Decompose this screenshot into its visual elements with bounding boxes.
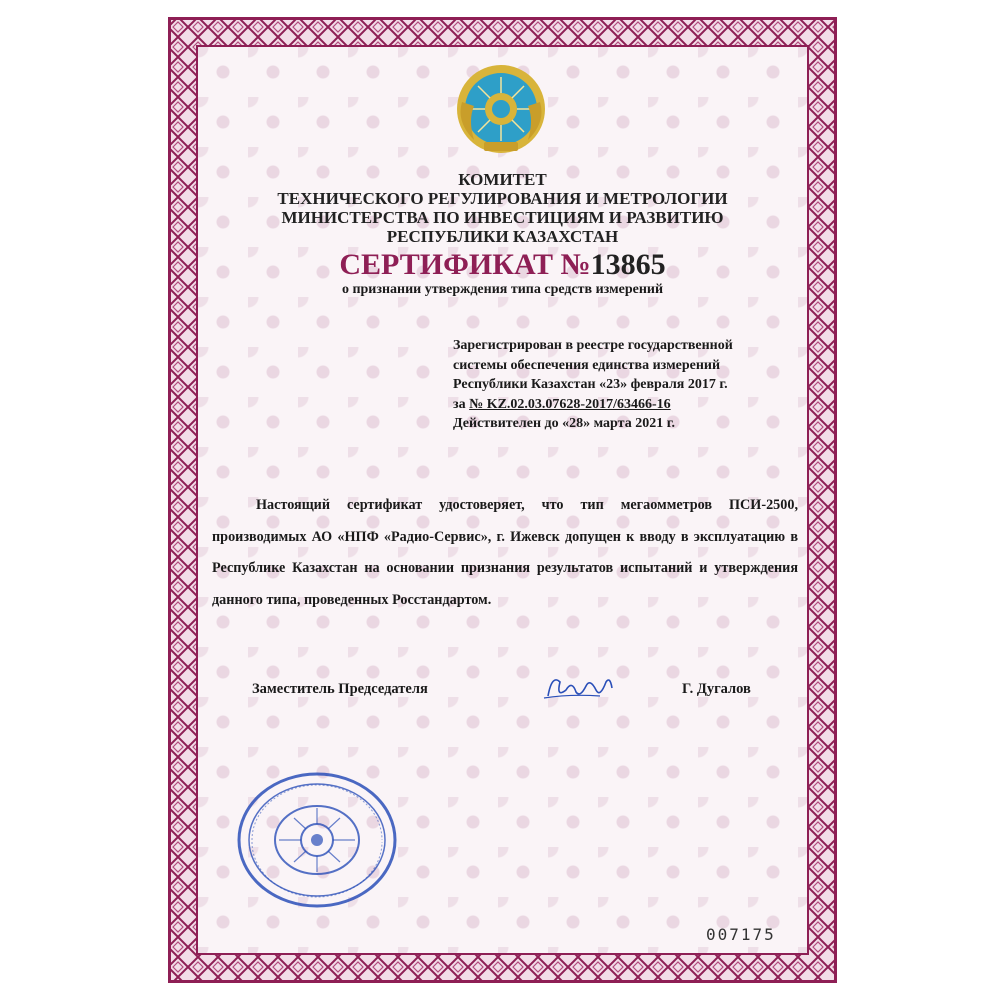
registration-number: № KZ.02.03.07628-2017/63466-16	[469, 396, 671, 412]
serial-number: 007175	[706, 925, 776, 944]
committee-heading-line3: МИНИСТЕРСТВА ПО ИНВЕСТИЦИЯМ И РАЗВИТИЮ	[281, 208, 724, 227]
registration-block	[453, 336, 803, 434]
registration-date: Республики Казахстан «23» февраля 2017 г.	[453, 377, 728, 392]
registration-line: Зарегистрирован в реестре государственной	[453, 338, 733, 353]
signatory-name: Г. Дугалов	[682, 681, 751, 697]
certificate-body-text: Настоящий сертификат удостоверяет, что тип мегаомметров ПСИ-2500, производимых АО «НПФ «Радио-Сервис», г. Ижевск допущен к вводу в эксплуатацию в Республике Казахстан на основании признания результатов испытаний и утверждения данного типа, проведенных Росстандартом.	[212, 497, 798, 608]
certificate-subtitle: о признании утверждения типа средств измерений	[341, 282, 664, 297]
validity-date: Действителен до «28» марта 2021 г.	[453, 416, 675, 431]
official-seal-icon	[222, 760, 412, 920]
certificate-number: 13865	[590, 248, 666, 281]
registration-number-prefix: за	[453, 396, 470, 412]
committee-heading-line4: РЕСПУБЛИКИ КАЗАХСТАН	[386, 227, 619, 246]
kazakhstan-state-emblem-icon	[454, 62, 548, 156]
committee-heading: КОМИТЕТ	[458, 170, 547, 189]
handwritten-signature	[540, 668, 620, 708]
registration-line: системы обеспечения единства измерений	[453, 357, 721, 373]
committee-heading-line2: ТЕХНИЧЕСКОГО РЕГУЛИРОВАНИЯ И МЕТРОЛОГИИ	[277, 189, 728, 208]
certificate-title-label: СЕРТИФИКАТ №	[339, 248, 591, 281]
signatory-role: Заместитель Председателя	[252, 681, 428, 697]
registration-number-line	[453, 395, 803, 415]
certificate-title	[198, 247, 807, 283]
